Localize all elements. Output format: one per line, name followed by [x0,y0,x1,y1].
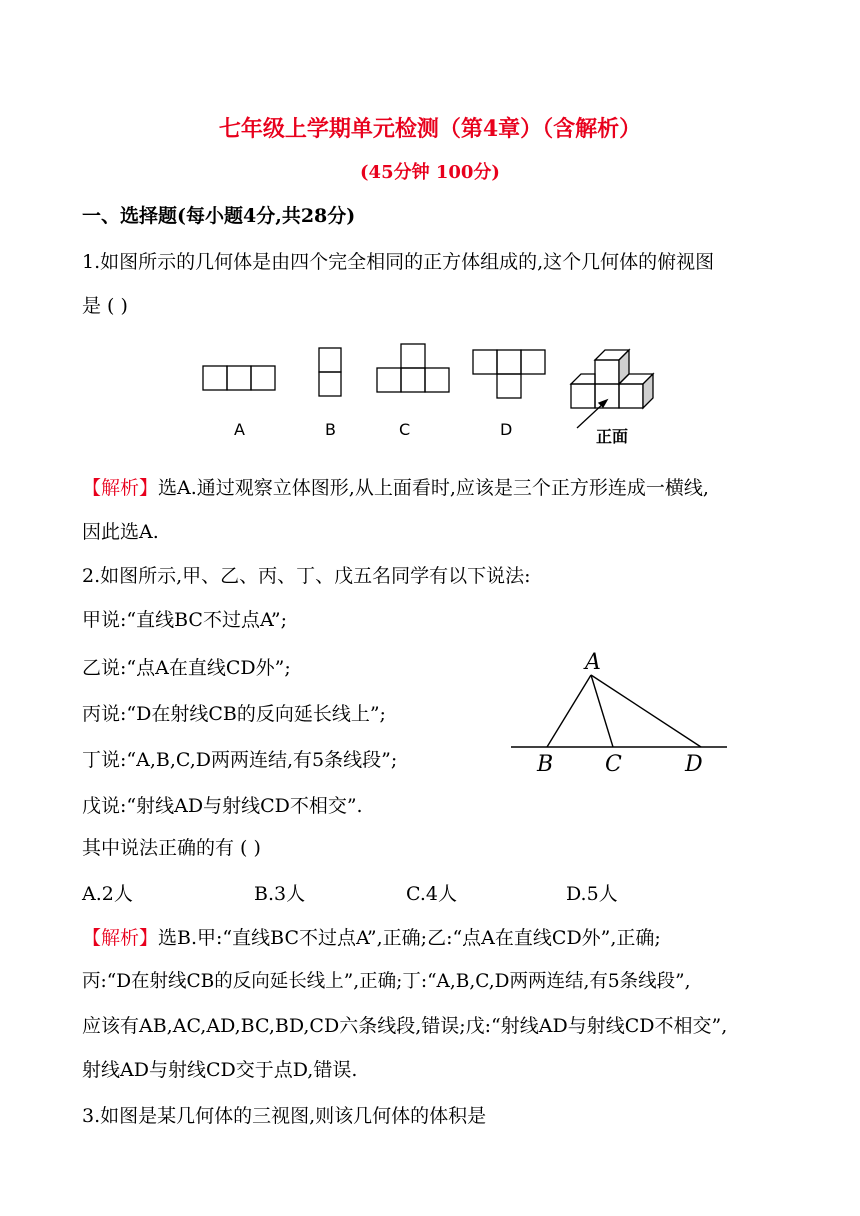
q2-stem-line1: 2.如图所示,甲、乙、丙、丁、戊五名同学有以下说法: [82,565,531,587]
q3-stem-line1: 3.如图是某几何体的三视图,则该几何体的体积是 [82,1105,487,1127]
q2-statement-2: 乙说:“点A在直线CD外”; [82,657,291,679]
q2-question: 其中说法正确的有 ( ) [82,837,261,859]
q1-caption-c: C [399,420,411,439]
point-b-label: B [537,752,554,777]
q2-option-d: D.5人 [566,883,618,905]
solid-figure [571,350,653,428]
q2-statement-1: 甲说:“直线BC不过点A”; [82,609,288,631]
q2-option-b: B.3人 [254,883,306,905]
q2-solution-line1 [82,924,661,952]
q1-stem-line2: 是 ( ) [82,295,128,317]
q1-solution-line2: 因此选A. [82,521,159,543]
point-a-label: A [585,650,601,675]
q2-geometry-figure [505,645,735,780]
q1-caption-a: A [234,420,245,439]
q1-solution-line1 [82,474,709,502]
q2-solution-line3: 应该有AB,AC,AD,BC,BD,CD六条线段,错误;戊:“射线AD与射线CD不相交”, [82,1015,728,1037]
option-a-view [203,366,275,390]
option-d-view [473,350,545,398]
q1-solution-text1: 选A.通过观察立体图形,从上面看时,应该是三个正方形连成一横线, [158,477,709,499]
q1-caption-d: D [500,420,513,439]
q1-stem-line1: 1.如图所示的几何体是由四个完全相同的正方体组成的,这个几何体的俯视图 [82,251,715,273]
front-label: 正面 [596,427,629,446]
solution-tag: 【解析】 [82,477,159,499]
q2-option-a: A.2人 [82,883,133,905]
q2-statement-3: 丙说:“D在射线CB的反向延长线上”; [82,703,386,725]
segment-ab [547,675,591,747]
section-heading: 一、选择题(每小题4分,共28分) [82,205,356,227]
option-c-view [377,344,449,392]
q2-statement-4: 丁说:“A,B,C,D两两连结,有5条线段”; [82,749,398,771]
page-subtitle: (45分钟 100分) [360,162,500,183]
segment-ad [591,675,701,747]
q1-caption-b: B [325,420,336,439]
point-d-label: D [685,752,703,777]
segment-ac [591,675,613,747]
point-c-label: C [605,752,622,777]
solution-tag: 【解析】 [82,927,159,949]
q2-solution-text1: 选B.甲:“直线BC不过点A”,正确;乙:“点A在直线CD外”,正确; [158,927,661,949]
option-b-view [319,348,341,396]
q2-option-c: C.4人 [406,883,457,905]
q2-statement-5: 戊说:“射线AD与射线CD不相交”. [82,795,363,817]
q2-solution-line4: 射线AD与射线CD交于点D,错误. [82,1059,358,1081]
q2-solution-line2: 丙:“D在射线CB的反向延长线上”,正确;丁:“A,B,C,D两两连结,有5条线段”, [82,971,691,992]
page-title: 七年级上学期单元检测（第4章）（含解析） [218,116,642,142]
